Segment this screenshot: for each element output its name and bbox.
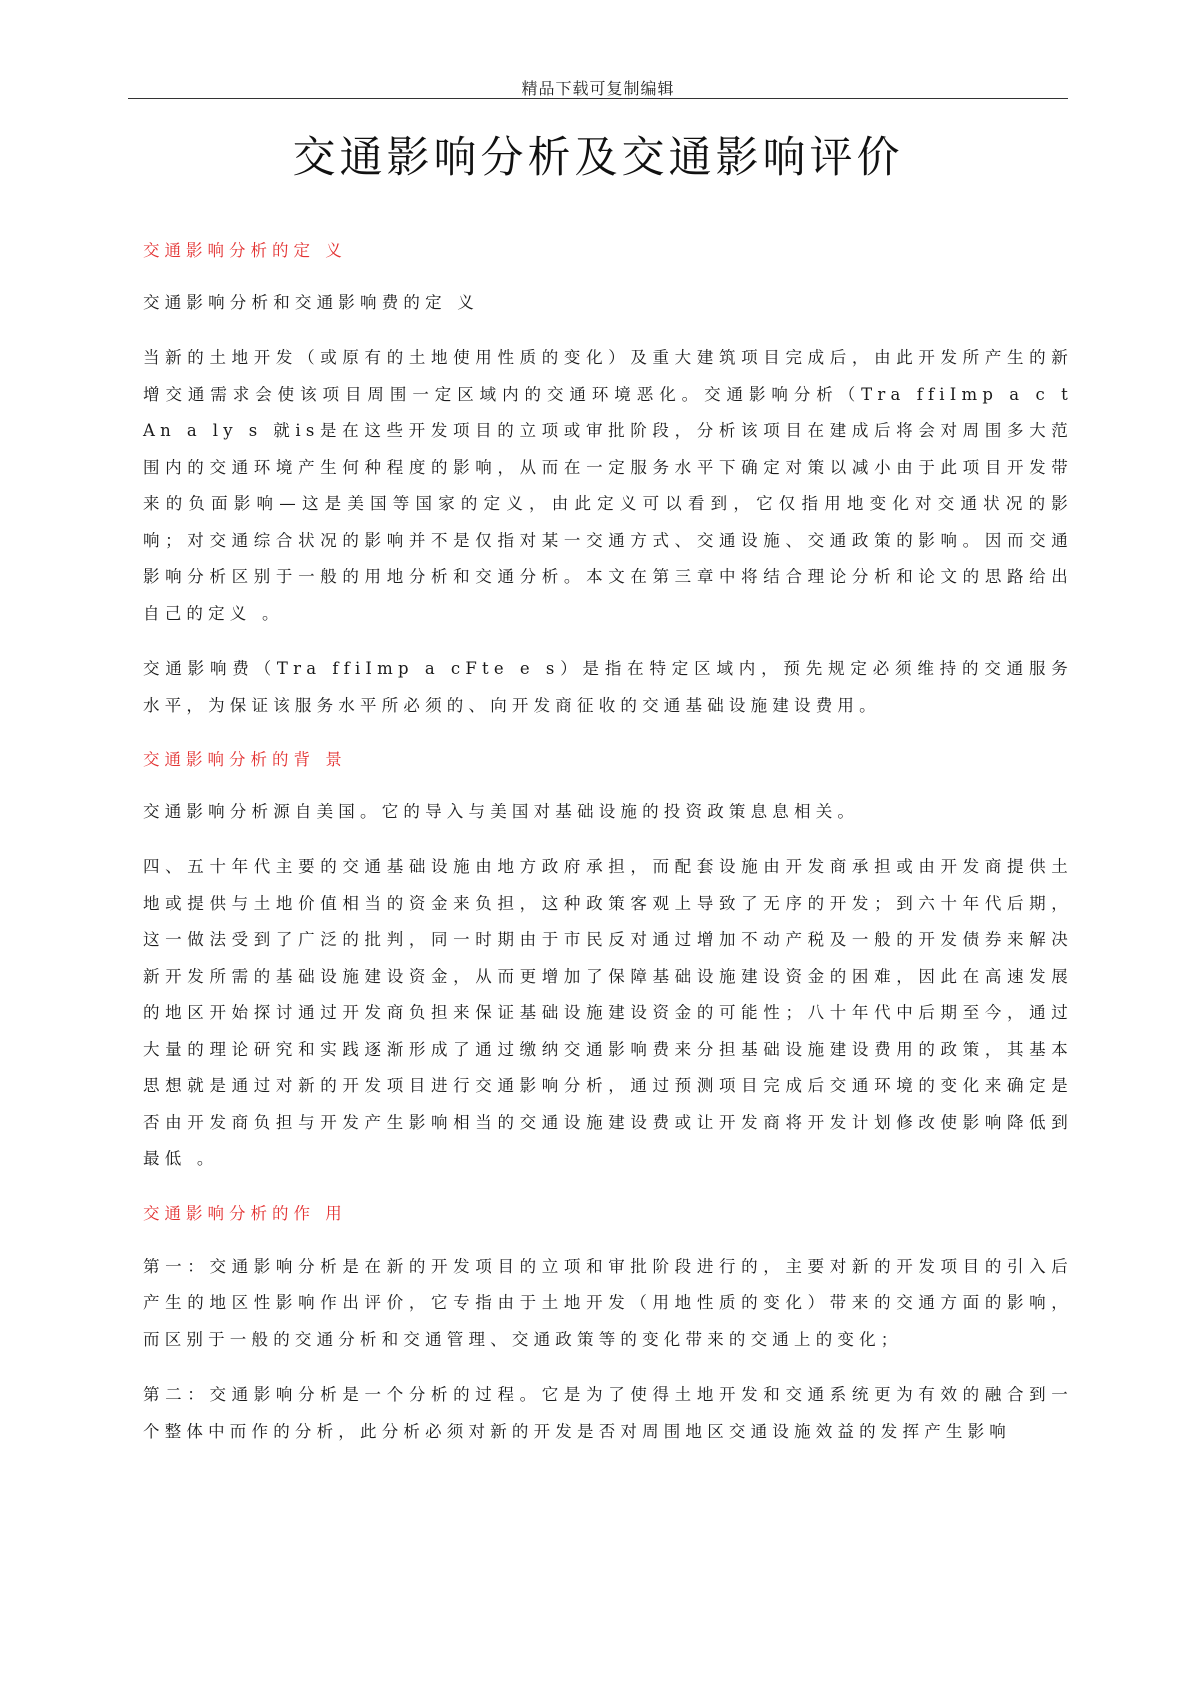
- section-heading-function: 交通影响分析的作 用: [143, 1203, 347, 1223]
- paragraph: 第二：交通影响分析是一个分析的过程。它是为了使得土地开发和交通系统更为有效的融合到一个整体中而作的分析，此分析必须对新的开发是否对周围地区交通设施效益的发挥产生影响: [143, 1385, 1073, 1441]
- paragraph: 交通影响分析源自美国。它的导入与美国对基础设施的投资政策息息相关。: [143, 802, 860, 821]
- paragraph: 交通影响费（Tra ffiImp a cFte e s）是指在特定区域内，预先规定必须维持的交通服务水平，为保证该服务水平所必须的、向开发商征收的交通基础设施建设费用。: [143, 659, 1073, 715]
- paragraph: 四、五十年代主要的交通基础设施由地方政府承担，而配套设施由开发商承担或由开发商提供土地或提供与土地价值相当的资金来负担，这种政策客观上导致了无序的开发；到六十年代后期，这一做法受到了广泛的批判，同一时期由于市民反对通过增加不动产税及一般的开发债券来解决新开发所需的基础设施建设资金，从而更增加了保障基础设施建设资金的困难，因此在高速发展的地区开始探讨通过开发商负担来保证基础设施建设资金的可能性；八十年代中后期至今，通过大量的理论研究和实践逐渐形成了通过缴纳交通影响费来分担基础设施建设费用的政策，其基本思想就是通过对新的开发项目进行交通影响分析，通过预测项目完成后交通环境的变化来确定是否由开发商负担与开发产生影响相当的交通设施建设费或让开发商将开发计划修改使影响降低到最低 。: [143, 857, 1073, 1168]
- paragraph: 当新的土地开发（或原有的土地使用性质的变化）及重大建筑项目完成后，由此开发所产生的新增交通需求会使该项目周围一定区域内的交通环境恶化。交通影响分析（Tra ffiImp a c t An a ly s 就is是在这些开发项目的立项或审批阶段，分析该项目在建成后将会对周围多大范围内的交通环境产生何种程度的影响，从而在一定服务水平下确定对策以减小由于此项目开发带来的负面影响—这是美国等国家的定义，由此定义可以看到，它仅指用地变化对交通状况的影响；对交通综合状况的影响并不是仅指对某一交通方式、交通设施、交通政策的影响。因而交通影响分析区别于一般的用地分析和交通分析。本文在第三章中将结合理论分析和论文的思路给出自己的定义 。: [143, 348, 1073, 623]
- document-title: 交通影响分析及交通影响评价: [292, 133, 904, 183]
- paragraph: 第一：交通影响分析是在新的开发项目的立项和审批阶段进行的，主要对新的开发项目的引入后产生的地区性影响作出评价，它专指由于土地开发（用地性质的变化）带来的交通方面的影响，而区别于一般的交通分析和交通管理、交通政策等的变化带来的交通上的变化；: [143, 1256, 1073, 1349]
- header-divider: [128, 98, 1068, 99]
- paragraph: 交通影响分析和交通影响费的定 义: [143, 293, 479, 312]
- page-header: 精品下载可复制编辑: [521, 79, 675, 98]
- document-body: [143, 234, 1073, 1469]
- section-heading-definition: 交通影响分析的定 义: [143, 241, 347, 260]
- section-heading-background: 交通影响分析的背 景: [143, 750, 347, 769]
